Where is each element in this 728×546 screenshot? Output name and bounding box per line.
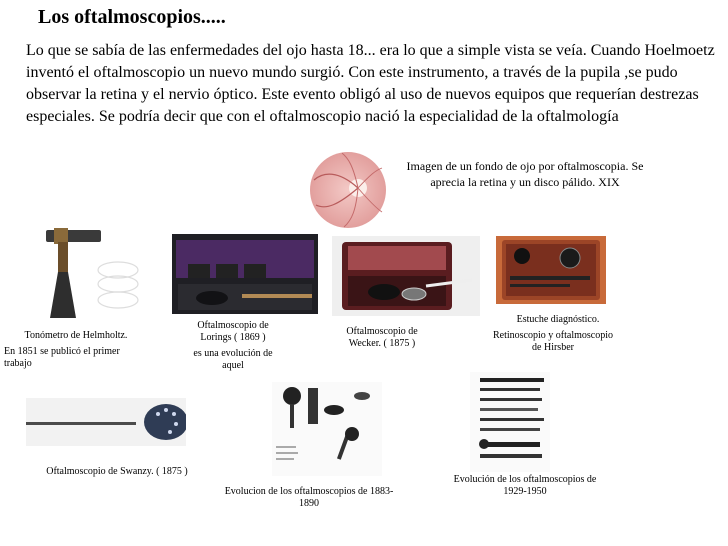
evol-1883-image [272,382,382,476]
slide-title: Los oftalmoscopios..... [38,6,226,28]
hirsber-title: Estuche diagnóstico. [516,314,600,325]
hirsber-note: Retinoscopio y oftalmoscopio de Hirsber [493,330,613,353]
wecker-caption: Oftalmoscopio de Wecker. ( 1875 ) [346,326,418,349]
lorings-title: Oftalmoscopio de Lorings ( 1869 ) [197,320,269,343]
helmholtz-image [28,228,148,320]
swanzy-caption: Oftalmoscopio de Swanzy. ( 1875 ) [46,466,188,477]
wecker-image [332,236,480,316]
evol-1929-caption: Evolución de los oftalmoscopios de 1929-1950 [453,474,597,497]
swanzy-image [26,398,186,446]
evol-1883-caption: Evolucion de los oftalmoscopios de 1883- 1890 [224,486,394,509]
intro-paragraph: Lo que se sabía de las enfermedades del ojo hasta 18... era lo que a simple vista se veía. Cuando Hoelmoetz inventó el oftalmoscopio un nuevo mundo surgió. Con este instrumento, a través de la pupila ,se pudo observar la retina y el nervio óptico. Este evento obligó al uso de nuevos equipos que requerían destrezas especiales. Se podría decir que con el oftalmoscopio nació la especialidad de la oftalmología [26,42,715,125]
helmholtz-title: Tonómetro de Helmholtz. [24,330,128,341]
lorings-note: es una evolución de aquel [193,348,273,371]
fundus-caption: Imagen de un fondo de ojo por oftalmoscopia. Se aprecia la retina y un disco pálido. XIX [406,159,644,189]
lorings-image [172,234,318,314]
helmholtz-note: En 1851 se publicó el primer trabajo [4,346,120,369]
fundus-image [308,150,388,230]
evol-1929-image [470,372,550,472]
hirsber-image [496,236,606,304]
